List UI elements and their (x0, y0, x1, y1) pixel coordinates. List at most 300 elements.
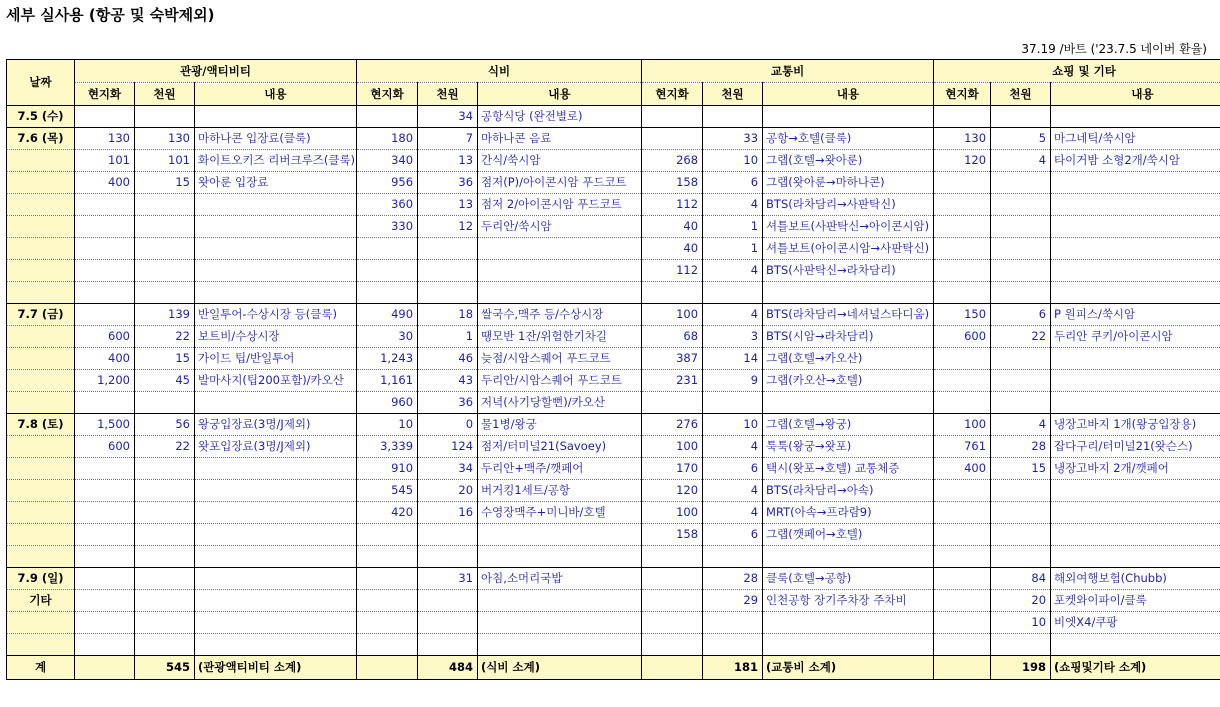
table-row (7, 612, 1220, 634)
activities-local-amount-cell (75, 304, 135, 326)
date-cell (7, 326, 75, 348)
shopping-krw-amount-cell (991, 172, 1051, 194)
food-krw-amount-cell (418, 634, 478, 656)
activities-krw-amount-cell (135, 458, 195, 480)
table-row (7, 458, 1220, 480)
shopping-local-amount-cell: 150 (934, 304, 991, 326)
date-cell: 기타 (7, 590, 75, 612)
shopping-local-amount-cell (934, 546, 991, 568)
transport-krw-amount-cell: 29 (703, 590, 763, 612)
shopping-description-cell: 두리안 쿠키/아이콘시암 (1051, 326, 1220, 348)
date-cell (7, 392, 75, 414)
date-cell (7, 634, 75, 656)
transport-description-cell: BTS(사판탁신→라차담리) (763, 260, 934, 282)
food-description-cell: 간식/쑥시암 (478, 150, 642, 172)
activities-local-amount-cell (75, 392, 135, 414)
header-description: 내용 (195, 83, 357, 106)
food-krw-amount-cell: 43 (418, 370, 478, 392)
activities-local-amount-cell: 130 (75, 128, 135, 150)
activities-description-cell (195, 238, 357, 260)
food-local-amount-cell: 956 (357, 172, 418, 194)
shopping-description-cell (1051, 260, 1220, 282)
activities-local-amount-cell (75, 524, 135, 546)
food-local-amount-cell: 330 (357, 216, 418, 238)
transport-description-cell: BTS(라차담리→네셔널스타디움) (763, 304, 934, 326)
transport-local-amount-cell: 158 (642, 524, 703, 546)
food-local-amount-cell: 1,243 (357, 348, 418, 370)
table-row (7, 590, 1220, 612)
table-row (7, 568, 1220, 590)
expense-table (6, 59, 1220, 680)
shopping-total-blank (934, 656, 991, 680)
shopping-description-cell (1051, 634, 1220, 656)
transport-krw-amount-cell: 4 (703, 194, 763, 216)
activities-description-cell (195, 590, 357, 612)
total-row (7, 656, 1220, 680)
food-description-cell: 땡모반 1잔/위험한기차길 (478, 326, 642, 348)
activities-local-amount-cell (75, 106, 135, 128)
table-row (7, 216, 1220, 238)
transport-local-amount-cell: 231 (642, 370, 703, 392)
transport-description-cell (763, 546, 934, 568)
transport-description-cell: 공항→호텔(클룩) (763, 128, 934, 150)
transport-total-blank (642, 656, 703, 680)
transport-local-amount-cell (642, 546, 703, 568)
activities-krw-amount-cell (135, 546, 195, 568)
food-local-amount-cell (357, 282, 418, 304)
shopping-description-cell (1051, 392, 1220, 414)
table-row (7, 260, 1220, 282)
table-row (7, 282, 1220, 304)
date-cell (7, 612, 75, 634)
activities-description-cell: 보트비/수상시장 (195, 326, 357, 348)
activities-description-cell: 왕궁입장료(3명/J제외) (195, 414, 357, 436)
date-cell: 7.9 (일) (7, 568, 75, 590)
shopping-krw-amount-cell (991, 348, 1051, 370)
transport-krw-amount-cell: 4 (703, 436, 763, 458)
food-local-amount-cell: 10 (357, 414, 418, 436)
transport-description-cell: 그랩(깻페어→호텔) (763, 524, 934, 546)
transport-description-cell: BTS(라차담리→아속) (763, 480, 934, 502)
shopping-description-cell: 마그네틱/쑥시암 (1051, 128, 1220, 150)
date-cell (7, 348, 75, 370)
activities-krw-amount-cell (135, 282, 195, 304)
activities-local-amount-cell (75, 238, 135, 260)
shopping-description-cell (1051, 106, 1220, 128)
shopping-local-amount-cell (934, 216, 991, 238)
date-cell (7, 260, 75, 282)
activities-local-amount-cell (75, 458, 135, 480)
activities-description-cell (195, 216, 357, 238)
transport-krw-amount-cell: 6 (703, 524, 763, 546)
activities-krw-amount-cell: 22 (135, 326, 195, 348)
transport-description-cell: BTS(시암→라차담리) (763, 326, 934, 348)
shopping-krw-amount-cell: 28 (991, 436, 1051, 458)
food-krw-amount-cell: 46 (418, 348, 478, 370)
shopping-krw-amount-cell (991, 282, 1051, 304)
shopping-description-cell (1051, 546, 1220, 568)
shopping-krw-amount-cell: 10 (991, 612, 1051, 634)
shopping-krw-amount-cell (991, 106, 1051, 128)
header-krw: 천원 (991, 83, 1051, 106)
shopping-local-amount-cell: 600 (934, 326, 991, 348)
transport-krw-amount-cell: 10 (703, 150, 763, 172)
food-description-cell (478, 612, 642, 634)
food-krw-amount-cell: 31 (418, 568, 478, 590)
shopping-description-cell: P 원피스/쑥시암 (1051, 304, 1220, 326)
activities-local-amount-cell (75, 216, 135, 238)
date-cell: 7.5 (수) (7, 106, 75, 128)
shopping-krw-amount-cell: 5 (991, 128, 1051, 150)
activities-krw-amount-cell: 15 (135, 348, 195, 370)
transport-krw-amount-cell: 6 (703, 458, 763, 480)
food-local-amount-cell: 545 (357, 480, 418, 502)
food-subtotal-value: 484 (418, 656, 478, 680)
header-category-activities: 관광/액티비티 (75, 60, 357, 83)
activities-krw-amount-cell: 45 (135, 370, 195, 392)
food-description-cell: 두리안/시암스퀘어 푸드코트 (478, 370, 642, 392)
food-krw-amount-cell (418, 238, 478, 260)
food-krw-amount-cell: 34 (418, 106, 478, 128)
food-local-amount-cell: 30 (357, 326, 418, 348)
date-cell (7, 480, 75, 502)
activities-krw-amount-cell (135, 260, 195, 282)
transport-krw-amount-cell (703, 546, 763, 568)
activities-local-amount-cell: 400 (75, 172, 135, 194)
shopping-krw-amount-cell (991, 634, 1051, 656)
transport-local-amount-cell (642, 282, 703, 304)
food-local-amount-cell: 1,161 (357, 370, 418, 392)
food-krw-amount-cell (418, 590, 478, 612)
transport-local-amount-cell: 276 (642, 414, 703, 436)
food-description-cell: 쌀국수,맥주 등/수상시장 (478, 304, 642, 326)
food-description-cell (478, 634, 642, 656)
transport-description-cell (763, 634, 934, 656)
activities-local-amount-cell: 600 (75, 436, 135, 458)
shopping-local-amount-cell: 761 (934, 436, 991, 458)
transport-krw-amount-cell: 1 (703, 216, 763, 238)
transport-description-cell (763, 106, 934, 128)
shopping-description-cell (1051, 238, 1220, 260)
date-cell (7, 370, 75, 392)
shopping-local-amount-cell (934, 634, 991, 656)
food-description-cell (478, 282, 642, 304)
activities-krw-amount-cell: 15 (135, 172, 195, 194)
header-krw: 천원 (703, 83, 763, 106)
activities-subtotal-label: (관광액티비티 소계) (195, 656, 357, 680)
transport-krw-amount-cell: 14 (703, 348, 763, 370)
date-cell (7, 216, 75, 238)
activities-local-amount-cell: 1,200 (75, 370, 135, 392)
food-local-amount-cell (357, 106, 418, 128)
food-local-amount-cell: 910 (357, 458, 418, 480)
table-row (7, 304, 1220, 326)
shopping-krw-amount-cell (991, 260, 1051, 282)
shopping-local-amount-cell (934, 282, 991, 304)
transport-description-cell: 클룩(호텔→공항) (763, 568, 934, 590)
food-description-cell (478, 546, 642, 568)
transport-krw-amount-cell: 4 (703, 480, 763, 502)
transport-krw-amount-cell (703, 106, 763, 128)
activities-description-cell: 화이트오키즈 리버크루즈(클룩) (195, 150, 357, 172)
food-krw-amount-cell (418, 524, 478, 546)
transport-description-cell: 셔틀보트(아이콘시암→사판탁신) (763, 238, 934, 260)
food-krw-amount-cell: 124 (418, 436, 478, 458)
table-row (7, 480, 1220, 502)
shopping-description-cell: 냉장고바지 1개(왕궁입장용) (1051, 414, 1220, 436)
transport-local-amount-cell: 170 (642, 458, 703, 480)
table-row (7, 150, 1220, 172)
transport-local-amount-cell: 40 (642, 238, 703, 260)
food-local-amount-cell: 3,339 (357, 436, 418, 458)
activities-local-amount-cell (75, 590, 135, 612)
total-label: 계 (7, 656, 75, 680)
shopping-description-cell: 타이거밤 소형2개/쑥시암 (1051, 150, 1220, 172)
activities-subtotal-value: 545 (135, 656, 195, 680)
activities-description-cell (195, 260, 357, 282)
activities-description-cell: 발마사지(팁200포함)/카오산 (195, 370, 357, 392)
table-row (7, 172, 1220, 194)
activities-krw-amount-cell (135, 238, 195, 260)
food-local-amount-cell (357, 260, 418, 282)
transport-krw-amount-cell (703, 392, 763, 414)
activities-local-amount-cell (75, 502, 135, 524)
shopping-local-amount-cell (934, 612, 991, 634)
food-description-cell (478, 524, 642, 546)
shopping-local-amount-cell (934, 194, 991, 216)
shopping-description-cell (1051, 194, 1220, 216)
transport-local-amount-cell (642, 106, 703, 128)
food-local-amount-cell: 960 (357, 392, 418, 414)
shopping-local-amount-cell (934, 172, 991, 194)
activities-description-cell (195, 194, 357, 216)
shopping-krw-amount-cell (991, 392, 1051, 414)
food-local-amount-cell (357, 568, 418, 590)
shopping-krw-amount-cell (991, 370, 1051, 392)
shopping-krw-amount-cell (991, 546, 1051, 568)
food-krw-amount-cell: 12 (418, 216, 478, 238)
page-title: 세부 실사용 (항공 및 숙박제외) (6, 6, 215, 24)
food-krw-amount-cell: 18 (418, 304, 478, 326)
food-description-cell (478, 590, 642, 612)
header-row-subcolumns (7, 83, 1220, 106)
transport-krw-amount-cell (703, 612, 763, 634)
table-row (7, 502, 1220, 524)
food-krw-amount-cell (418, 612, 478, 634)
shopping-local-amount-cell (934, 348, 991, 370)
transport-local-amount-cell (642, 392, 703, 414)
transport-krw-amount-cell: 3 (703, 326, 763, 348)
date-cell (7, 546, 75, 568)
shopping-local-amount-cell (934, 106, 991, 128)
activities-krw-amount-cell (135, 612, 195, 634)
table-row (7, 326, 1220, 348)
shopping-local-amount-cell (934, 524, 991, 546)
activities-local-amount-cell: 600 (75, 326, 135, 348)
activities-krw-amount-cell (135, 480, 195, 502)
date-cell: 7.7 (금) (7, 304, 75, 326)
table-row (7, 238, 1220, 260)
activities-description-cell: 왓아룬 입장료 (195, 172, 357, 194)
header-row-categories (7, 60, 1220, 83)
transport-local-amount-cell: 120 (642, 480, 703, 502)
activities-description-cell (195, 568, 357, 590)
shopping-description-cell (1051, 524, 1220, 546)
shopping-description-cell (1051, 348, 1220, 370)
food-local-amount-cell: 420 (357, 502, 418, 524)
transport-local-amount-cell: 40 (642, 216, 703, 238)
date-cell (7, 238, 75, 260)
transport-description-cell: 그랩(호텔→카오산) (763, 348, 934, 370)
food-krw-amount-cell (418, 282, 478, 304)
food-local-amount-cell (357, 524, 418, 546)
activities-krw-amount-cell: 139 (135, 304, 195, 326)
food-description-cell: 점저(P)/아이콘시암 푸드코트 (478, 172, 642, 194)
activities-krw-amount-cell (135, 568, 195, 590)
transport-local-amount-cell: 100 (642, 304, 703, 326)
activities-local-amount-cell: 101 (75, 150, 135, 172)
table-row (7, 128, 1220, 150)
header-category-shopping: 쇼핑 및 기타 (934, 60, 1220, 83)
transport-local-amount-cell: 100 (642, 502, 703, 524)
transport-local-amount-cell: 268 (642, 150, 703, 172)
shopping-subtotal-label: (쇼핑및기타 소계) (1051, 656, 1220, 680)
shopping-krw-amount-cell: 6 (991, 304, 1051, 326)
shopping-description-cell (1051, 480, 1220, 502)
transport-local-amount-cell: 68 (642, 326, 703, 348)
shopping-subtotal-value: 198 (991, 656, 1051, 680)
food-description-cell: 아침,소머리국밥 (478, 568, 642, 590)
header-category-food: 식비 (357, 60, 642, 83)
activities-total-blank (75, 656, 135, 680)
transport-description-cell: 툭툭(왕궁→왓포) (763, 436, 934, 458)
activities-local-amount-cell (75, 282, 135, 304)
date-cell: 7.6 (목) (7, 128, 75, 150)
food-description-cell: 마하나콘 음료 (478, 128, 642, 150)
food-description-cell: 저녁(사기당할뻔)/카오산 (478, 392, 642, 414)
food-krw-amount-cell: 13 (418, 194, 478, 216)
shopping-local-amount-cell (934, 238, 991, 260)
food-krw-amount-cell: 1 (418, 326, 478, 348)
header-category-transport: 교통비 (642, 60, 934, 83)
transport-krw-amount-cell: 9 (703, 370, 763, 392)
header-local-currency: 현지화 (75, 83, 135, 106)
transport-description-cell: 택시(왓포→호텔) 교통체증 (763, 458, 934, 480)
activities-description-cell (195, 106, 357, 128)
shopping-local-amount-cell (934, 590, 991, 612)
food-description-cell: 수영장맥주+미니바/호텔 (478, 502, 642, 524)
food-local-amount-cell: 360 (357, 194, 418, 216)
shopping-local-amount-cell: 400 (934, 458, 991, 480)
food-local-amount-cell (357, 238, 418, 260)
shopping-description-cell: 냉장고바지 2개/깻페어 (1051, 458, 1220, 480)
food-description-cell (478, 260, 642, 282)
date-cell (7, 194, 75, 216)
transport-description-cell: 그랩(왓아룬→마하나콘) (763, 172, 934, 194)
activities-description-cell (195, 546, 357, 568)
shopping-krw-amount-cell: 84 (991, 568, 1051, 590)
shopping-local-amount-cell (934, 392, 991, 414)
shopping-krw-amount-cell: 22 (991, 326, 1051, 348)
food-local-amount-cell: 490 (357, 304, 418, 326)
table-row (7, 194, 1220, 216)
activities-krw-amount-cell (135, 216, 195, 238)
transport-description-cell: MRT(아속→프라람9) (763, 502, 934, 524)
transport-local-amount-cell: 112 (642, 260, 703, 282)
food-local-amount-cell (357, 590, 418, 612)
shopping-description-cell: 포켓와이파이/클룩 (1051, 590, 1220, 612)
transport-local-amount-cell (642, 634, 703, 656)
header-description: 내용 (763, 83, 934, 106)
shopping-description-cell (1051, 172, 1220, 194)
date-cell (7, 150, 75, 172)
table-row (7, 370, 1220, 392)
activities-description-cell (195, 392, 357, 414)
transport-krw-amount-cell (703, 634, 763, 656)
shopping-krw-amount-cell (991, 502, 1051, 524)
date-cell: 7.8 (토) (7, 414, 75, 436)
activities-description-cell: 마하나콘 입장료(클룩) (195, 128, 357, 150)
activities-description-cell (195, 458, 357, 480)
activities-local-amount-cell (75, 568, 135, 590)
food-local-amount-cell (357, 634, 418, 656)
transport-local-amount-cell (642, 128, 703, 150)
table-row (7, 348, 1220, 370)
activities-krw-amount-cell (135, 590, 195, 612)
transport-local-amount-cell: 387 (642, 348, 703, 370)
activities-krw-amount-cell: 101 (135, 150, 195, 172)
activities-krw-amount-cell (135, 194, 195, 216)
food-krw-amount-cell: 20 (418, 480, 478, 502)
transport-subtotal-label: (교통비 소계) (763, 656, 934, 680)
activities-krw-amount-cell: 22 (135, 436, 195, 458)
food-local-amount-cell: 180 (357, 128, 418, 150)
header-local-currency: 현지화 (642, 83, 703, 106)
transport-krw-amount-cell (703, 282, 763, 304)
activities-krw-amount-cell (135, 502, 195, 524)
activities-description-cell (195, 502, 357, 524)
transport-description-cell: 그랩(카오산→호텔) (763, 370, 934, 392)
header-description: 내용 (478, 83, 642, 106)
activities-description-cell (195, 524, 357, 546)
activities-description-cell: 가이드 팁/반일투어 (195, 348, 357, 370)
header-description: 내용 (1051, 83, 1220, 106)
shopping-local-amount-cell (934, 480, 991, 502)
food-local-amount-cell (357, 612, 418, 634)
shopping-description-cell: 잡다구리/터미널21(왓슨스) (1051, 436, 1220, 458)
transport-description-cell: BTS(라차담리→사판탁신) (763, 194, 934, 216)
activities-krw-amount-cell (135, 524, 195, 546)
shopping-krw-amount-cell: 4 (991, 150, 1051, 172)
shopping-krw-amount-cell (991, 480, 1051, 502)
activities-local-amount-cell (75, 634, 135, 656)
shopping-krw-amount-cell: 4 (991, 414, 1051, 436)
shopping-local-amount-cell: 120 (934, 150, 991, 172)
transport-description-cell (763, 392, 934, 414)
food-krw-amount-cell: 7 (418, 128, 478, 150)
activities-local-amount-cell (75, 260, 135, 282)
shopping-local-amount-cell (934, 260, 991, 282)
transport-krw-amount-cell: 1 (703, 238, 763, 260)
transport-krw-amount-cell: 4 (703, 260, 763, 282)
activities-krw-amount-cell: 130 (135, 128, 195, 150)
activities-local-amount-cell (75, 546, 135, 568)
transport-krw-amount-cell: 4 (703, 304, 763, 326)
transport-local-amount-cell (642, 568, 703, 590)
activities-description-cell (195, 634, 357, 656)
header-local-currency: 현지화 (357, 83, 418, 106)
shopping-krw-amount-cell (991, 524, 1051, 546)
